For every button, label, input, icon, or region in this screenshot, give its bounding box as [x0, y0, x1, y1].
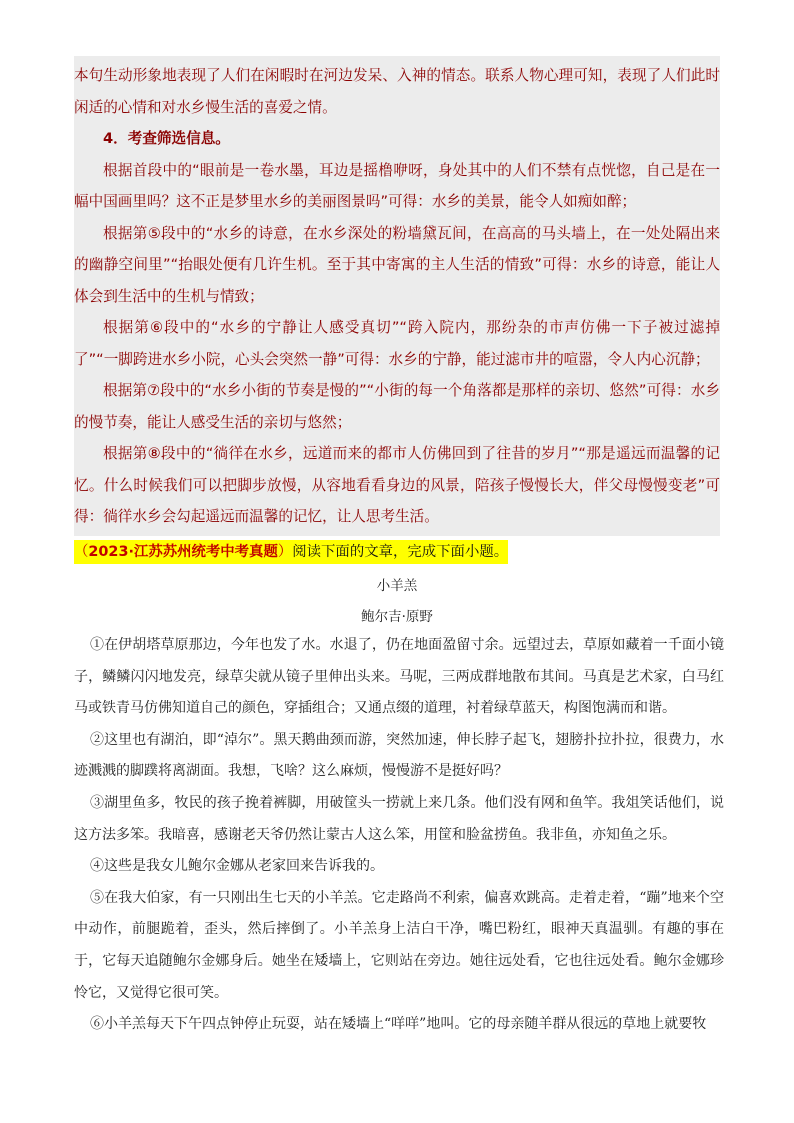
article-paragraph: ⑥小羊羔每天下午四点钟停止玩耍，站在矮墙上“咩咩”地叫。它的母亲随羊群从很远的草地上就要牧: [90, 1016, 707, 1033]
answer-paragraph: 根据第⑥段中的“水乡的宁静让人感受真切”“跨入院内，那纷杂的市声仿佛一下子被过滤掉了”“一脚跨进水乡小院，心头会突然一静”可得：水乡的宁静，能过滤市井的喧嚣，令人内心沉静；: [74, 319, 720, 368]
answer-point-heading: 4．考查筛选信息。: [103, 130, 230, 147]
source-instruction: 阅读下面的文章，完成下面小题。: [292, 544, 509, 560]
article-paragraph: ①在伊胡塔草原那边，今年也发了水。水退了，仍在地面盈留寸余。远望过去，草原如藏着一千面小镜子，鳞鳞闪闪地发亮，绿草尖就从镜子里伸出头来。马呢，三两成群地散布其间。马真是艺术家，白马红马或铁青马仿佛知道自己的颜色，穿插组合；又通点缀的道理，衬着绿草蓝天，构图饱满而和谐。: [74, 637, 724, 717]
answer-paragraph: 根据首段中的“眼前是一卷水墨，耳边是摇橹咿呀，身处其中的人们不禁有点恍惚，自己是在一幅中国画里吗？这不正是梦里水乡的美丽图景吗”可得：水乡的美景，能令人如痴如醉；: [74, 161, 720, 210]
article-author: 鲍尔吉·原野: [361, 609, 433, 625]
article-paragraph: ③湖里鱼多，牧民的孩子挽着裤脚，用破筐头一捞就上来几条。他们没有网和鱼竿。我俎笑话他们，说这方法多笨。我暗喜，感谢老天爷仍然让蒙古人这么笨，用筐和脸盆捞鱼。我非鱼，亦知鱼之乐。: [74, 794, 724, 843]
article-paragraph: ②这里也有湖泊，即“淖尔”。黑天鹅曲颈而游，突然加速，伸长脖子起飞，翅膀扑拉扑拉，很费力，水迹溅溅的脚蹼将离湖面。我想，飞啥？这么麻烦，慢慢游不是挺好吗？: [74, 731, 724, 780]
question-source-line: [74, 540, 508, 564]
answer-paragraph: 根据第⑦段中的“水乡小街的节奏是慢的”“小街的每一个角落都是那样的亲切、悠然”可得：水乡的慢节奏，能让人感受生活的亲切与悠然；: [74, 382, 720, 431]
answer-paragraph: 根据第⑤段中的“水乡的诗意，在水乡深处的粉墙黛瓦间，在高高的马头墙上，在一处处隔出来的幽静空间里”“抬眼处便有几许生机。至于其中寄寓的主人生活的情致”可得：水乡的诗意，能让人体会到生活中的生机与情致；: [74, 224, 720, 305]
answer-paragraph: 本句生动形象地表现了人们在闲暇时在河边发呆、入神的情态。联系人物心理可知，表现了人们此时闲适的心情和对水乡慢生活的喜爱之情。: [74, 67, 720, 116]
article-title: 小羊羔: [376, 578, 418, 594]
answer-explanation-block: [74, 56, 720, 536]
source-open-paren: （: [74, 544, 89, 560]
article-paragraph: ⑤在我大伯家，有一只刚出生七天的小羊羔。它走路尚不利索，偏喜欢跳高。走着走着，“蹦”地来个空中动作，前腿跪着，歪头，然后摔倒了。小羊羔身上洁白干净，嘴巴粉红，眼神天真温驯。有趣的事在于，它每天追随鲍尔金娜身后。她坐在矮墙上，它则站在旁边。她往远处看，它也往远处看。鲍尔金娜珍怜它，又觉得它很可笑。: [74, 889, 724, 1001]
article-body: [74, 630, 724, 1041]
article-paragraph: ④这些是我女儿鲍尔金娜从老家回来告诉我的。: [90, 858, 384, 875]
source-close-paren: ）: [277, 544, 293, 560]
source-label: 2023·江苏苏州统考中考真题: [88, 544, 278, 560]
answer-paragraph: 根据第⑧段中的“徜徉在水乡，远道而来的都市人仿佛回到了往昔的岁月”“那是遥远而温馨的记忆。什么时候我们可以把脚步放慢，从容地看看身边的风景，陪孩子慢慢长大，伴父母慢慢变老”可得：徜徉水乡会勾起遥远而温馨的记忆，让人思考生活。: [74, 445, 720, 525]
